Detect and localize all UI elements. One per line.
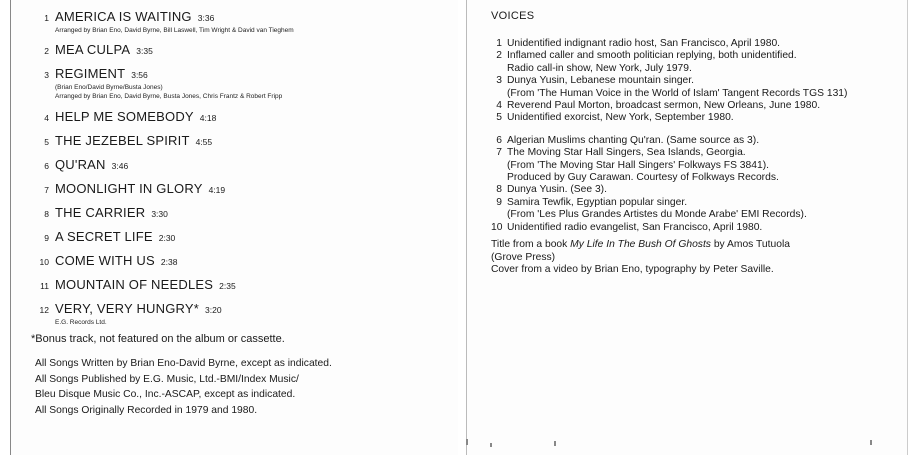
- voice-entry: [491, 147, 901, 184]
- left-page: [10, 0, 458, 455]
- voice-line: (From 'The Moving Star Hall Singers' Folkways FS 3841).: [507, 159, 770, 171]
- track-number: 7: [44, 185, 49, 195]
- voice-entry: [491, 184, 901, 196]
- songwriting-credits: [35, 356, 332, 418]
- cover-credit: Cover from a video by Brian Eno, typography by Peter Saville.: [491, 263, 774, 275]
- voice-number: 2: [496, 50, 502, 62]
- publisher: (Grove Press): [491, 251, 556, 263]
- voice-entry: [491, 100, 901, 112]
- track-title: THE JEZEBEL SPIRIT: [55, 133, 190, 148]
- track-item: [11, 41, 153, 59]
- track-number: 10: [39, 257, 49, 267]
- voice-entry: [491, 197, 901, 222]
- track-duration: 4:55: [195, 137, 213, 147]
- voice-line: Unidentified exorcist, New York, September 1980.: [507, 112, 734, 124]
- track-title: QU'RAN: [55, 157, 106, 172]
- track-item: [11, 65, 282, 101]
- voice-line: Unidentified radio evangelist, San Francisco, April 1980.: [507, 221, 763, 233]
- voice-line: The Moving Star Hall Singers, Sea Islands, Georgia.: [507, 147, 746, 159]
- voice-entry: [491, 135, 901, 147]
- voice-line: Reverend Paul Morton, broadcast sermon, New Orleans, June 1980.: [507, 100, 821, 112]
- track-title: COME WITH US: [55, 253, 155, 268]
- voice-line: Unidentified indignant radio host, San Francisco, April 1980.: [507, 38, 781, 49]
- voice-number: 10: [491, 221, 503, 233]
- voice-line: Samira Tewfik, Egyptian popular singer.: [507, 196, 688, 208]
- track-number: 12: [39, 305, 49, 315]
- book-title-credit: [491, 239, 901, 251]
- voice-number: 4: [496, 100, 502, 112]
- voice-line: Inflamed caller and smooth politician replying, both unidentified.: [507, 50, 797, 62]
- scan-specks: [466, 435, 906, 455]
- track-duration: 4:18: [199, 113, 217, 123]
- bonus-track-note: *Bonus track, not featured on the album or cassette.: [31, 333, 285, 345]
- track-item: [11, 132, 212, 150]
- voice-number: 8: [496, 184, 502, 196]
- book-credit-prefix: Title from a book: [491, 239, 571, 251]
- track-credit: Arranged by Brian Eno, David Byrne, Busta Jones, Chris Frantz & Robert Fripp: [55, 93, 283, 100]
- track-item: [11, 108, 216, 126]
- voice-line: Algerian Muslims chanting Qu'ran. (Same source as 3).: [507, 134, 760, 146]
- voice-number: 3: [496, 75, 502, 87]
- track-item: [11, 156, 128, 174]
- track-duration: 3:46: [111, 161, 129, 171]
- track-number: 11: [40, 281, 49, 291]
- voice-number: 1: [496, 38, 502, 49]
- voice-line: Dunya Yusin. (See 3).: [507, 184, 607, 196]
- track-item: [11, 204, 168, 222]
- track-duration: 3:30: [151, 209, 168, 219]
- voice-line: Produced by Guy Carawan. Courtesy of Folkways Records.: [507, 172, 779, 184]
- track-number: 8: [44, 209, 49, 219]
- voice-line: Dunya Yusin, Lebanese mountain singer.: [507, 75, 695, 87]
- voices-group: [491, 38, 901, 125]
- track-credit: E.G. Records Ltd.: [55, 319, 107, 326]
- track-duration: 2:38: [160, 257, 178, 267]
- track-duration: 3:36: [197, 13, 215, 23]
- book-author: by Amos Tutuola: [710, 239, 790, 251]
- voice-entry: [491, 222, 901, 234]
- track-number: 6: [44, 161, 49, 171]
- voice-entry: [491, 75, 901, 100]
- voice-number: 9: [496, 196, 502, 208]
- track-item: [11, 276, 236, 294]
- track-title: HELP ME SOMEBODY: [55, 109, 194, 124]
- voice-entry: [491, 112, 901, 124]
- track-title: THE CARRIER: [55, 205, 146, 220]
- track-title: AMERICA IS WAITING: [55, 9, 192, 24]
- track-credit: (Brian Eno/David Byrne/Busta Jones): [55, 84, 163, 91]
- book-title: My Life In The Bush Of Ghosts: [570, 239, 711, 251]
- track-duration: 3:20: [205, 305, 222, 315]
- track-title: REGIMENT: [55, 66, 126, 81]
- track-title: A SECRET LIFE: [55, 229, 153, 244]
- credit-line: All Songs Originally Recorded in 1979 and 1980.: [35, 404, 258, 416]
- track-duration: 3:35: [136, 46, 153, 56]
- track-item: [11, 180, 225, 198]
- voice-entry: [491, 50, 901, 75]
- track-number: 4: [44, 113, 49, 123]
- credit-line: Bleu Disque Music Co., Inc.-ASCAP, except as indicated.: [35, 389, 296, 400]
- credit-line: All Songs Written by Brian Eno-David Byrne, except as indicated.: [35, 358, 332, 369]
- voice-number: 5: [496, 112, 502, 124]
- track-title: MEA CULPA: [55, 42, 131, 57]
- credit-line: All Songs Published by E.G. Music, Ltd.-BMI/Index Music/: [35, 373, 299, 385]
- track-number: 9: [44, 233, 49, 243]
- track-credit: Arranged by Brian Eno, David Byrne, Bill Laswell, Tim Wright & David van Tieghem: [55, 27, 294, 34]
- voice-entry: [491, 38, 901, 50]
- track-item: [11, 300, 222, 327]
- voice-line: (From 'Les Plus Grandes Artistes du Monde Arabe' EMI Records).: [507, 209, 807, 221]
- track-duration: 4:19: [208, 185, 226, 195]
- voice-number: 7: [496, 147, 502, 159]
- voice-number: 6: [496, 134, 502, 146]
- track-number: 2: [44, 46, 49, 56]
- track-title: MOUNTAIN OF NEEDLES: [55, 277, 214, 292]
- track-item: [11, 228, 175, 246]
- voices-list: [491, 38, 901, 276]
- track-title: MOONLIGHT IN GLORY: [55, 181, 203, 196]
- right-page: [466, 0, 908, 455]
- voices-heading: VOICES: [491, 10, 535, 22]
- voices-group: [491, 135, 901, 234]
- track-number: 1: [44, 13, 49, 23]
- voice-line: (From 'The Human Voice in the World of Islam' Tangent Records TGS 131): [507, 87, 848, 99]
- track-duration: 3:56: [131, 70, 148, 80]
- track-duration: 2:35: [219, 281, 236, 291]
- track-item: [11, 252, 177, 270]
- track-number: 5: [44, 137, 49, 147]
- track-number: 3: [44, 70, 49, 80]
- track-title: VERY, VERY HUNGRY*: [55, 301, 200, 316]
- track-duration: 2:30: [158, 233, 176, 243]
- voice-line: Radio call-in show, New York, July 1979.: [507, 62, 692, 74]
- track-item: [11, 8, 294, 35]
